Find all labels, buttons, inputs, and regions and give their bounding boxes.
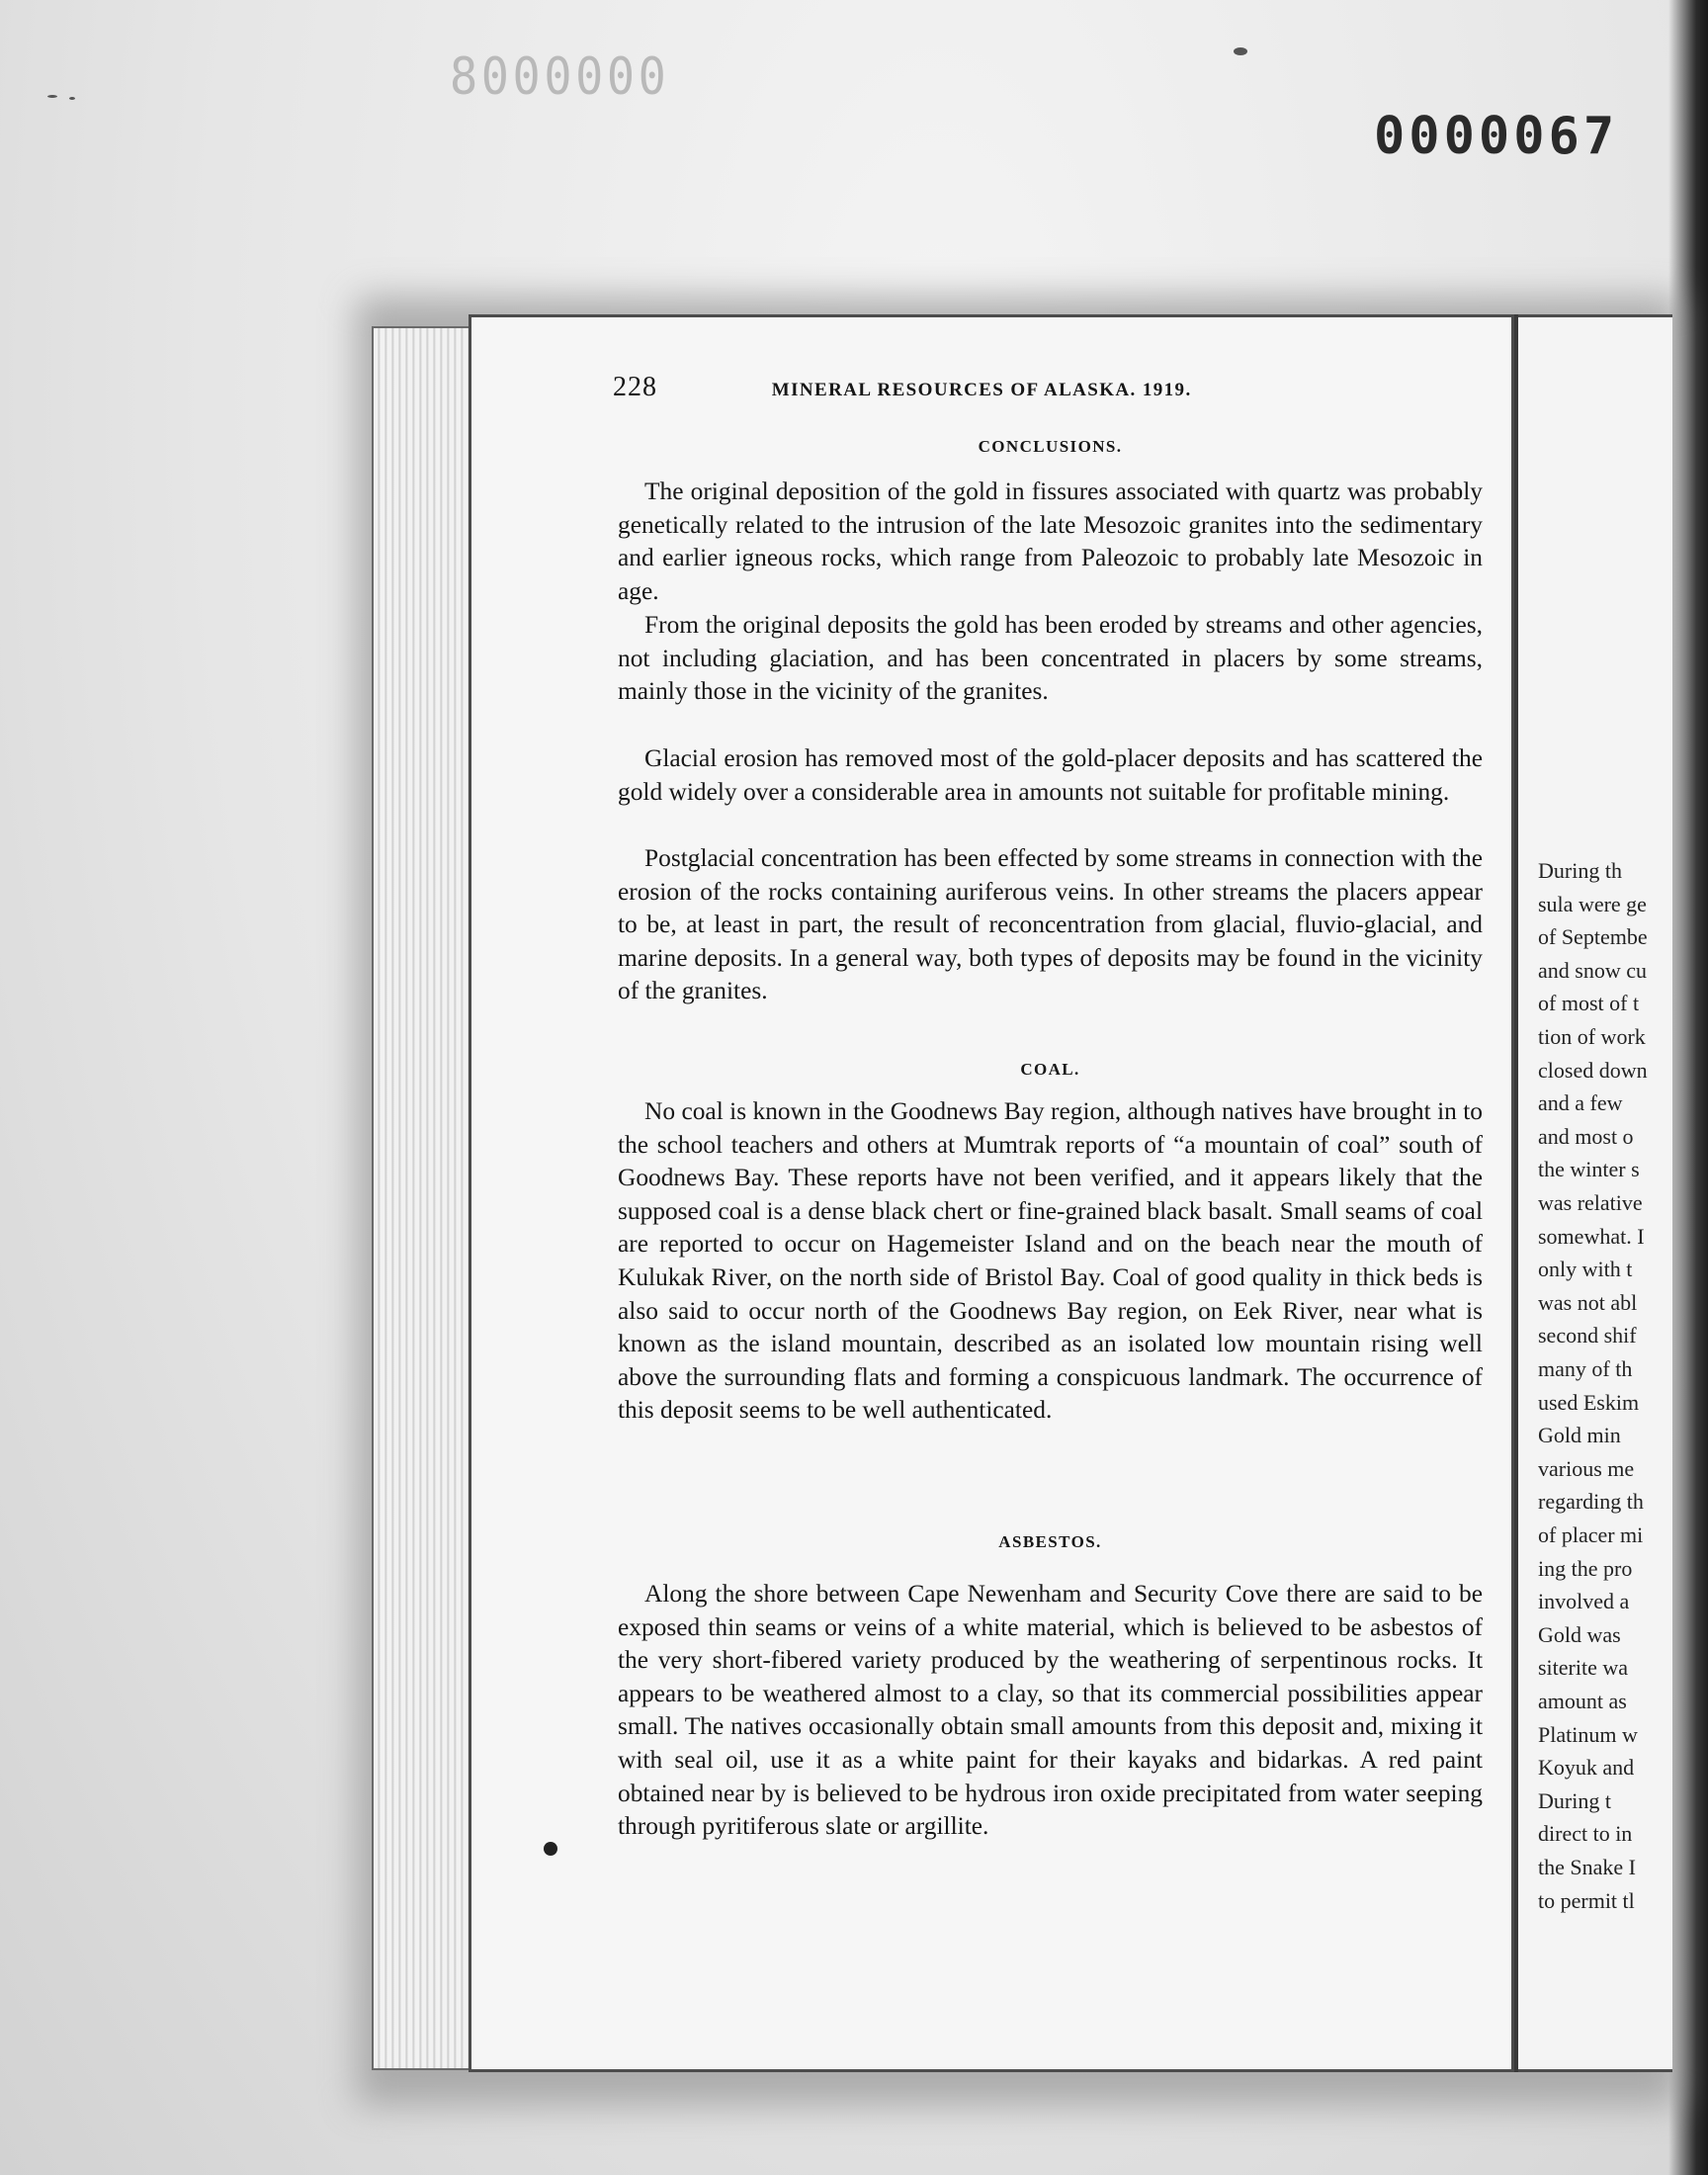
paragraph: No coal is known in the Goodnews Bay region, although natives have brought in to the school teachers and others at Mumtrak reports of “a mountain of coal” south of Goodnews Bay. These reports have not been verified, and it appears likely that the supposed coal is a dense black chert or fine-grained black basalt. Small seams of coal are reported to occur on Hagemeister Island and on the beach near the mouth of Kulukak River, on the north side of Bristol Bay. Coal of good quality in thick beds is also said to occur north of the Goodnews Bay region, on Eek River, near what is known as the island mountain, described as an isolated low mountain rising well above the surrounding flats and forming a conspicuous landmark. The occurrence of this deposit seems to be well authenticated. [618,1097,1483,1425]
adjacent-page-line: of most of t [1538,991,1640,1016]
adjacent-page-line: Koyuk and [1538,1755,1635,1781]
margin-ink-spot [544,1842,557,1856]
adjacent-page-line: various me [1538,1455,1635,1481]
section-heading-asbestos: ASBESTOS. [998,1532,1102,1551]
adjacent-page-line: During th [1538,858,1622,883]
adjacent-page-line: only with t [1538,1257,1633,1282]
scan-speck [1234,47,1247,55]
scan-speck [69,97,75,100]
section-heading-coal: COAL. [1020,1060,1080,1079]
adjacent-page-line: and snow cu [1538,957,1647,983]
adjacent-page-line: Platinum w [1538,1721,1638,1747]
adjacent-page-line: During t [1538,1787,1611,1813]
paragraph: The original deposition of the gold in fissures associated with quartz was probably genetically related to the intrusion of the late Mesozoic granites into the sedimentary and earlier igneous rocks, which range from Paleozoic to probably late Mesozoic in age. [618,478,1483,605]
scan-speck [47,95,57,98]
adjacent-page-line: involved a [1538,1589,1630,1614]
adjacent-page-line: many of th [1538,1356,1633,1381]
running-head [613,372,1305,403]
section-heading-conclusions: CONCLUSIONS. [978,437,1123,456]
adjacent-page-line: was relative [1538,1190,1643,1215]
adjacent-page-line: and most o [1538,1123,1634,1149]
adjacent-page-line: used Eskim [1538,1389,1640,1415]
adjacent-page-line: regarding th [1538,1489,1644,1515]
document-number-stamp: 0000067 [1374,107,1619,166]
adjacent-page-line: was not abl [1538,1289,1638,1315]
running-title: MINERAL RESOURCES OF ALASKA. 1919. [771,380,1192,400]
faded-document-number-stamp: 8000000 [450,47,670,107]
page-edges [372,326,484,2070]
adjacent-page-line: somewhat. I [1538,1223,1645,1249]
page-number: 228 [613,372,657,402]
paragraph: From the original deposits the gold has been eroded by streams and other agencies, not including glaciation, and has been concentrated in placers by some streams, mainly those in the vicinity of the granites. [618,611,1483,706]
paragraph: Postglacial concentration has been effected by some streams in connection with the erosion of the rocks containing auriferous veins. In other streams the placers appear to be, at least in part, the result of reconcentration from glacial, fluvio-glacial, and marine deposits. In a general way, both types of deposits may be found in the vicinity of the granites. [618,844,1483,1005]
adjacent-page-line: tion of work [1538,1024,1646,1049]
adjacent-page-line: siterite wa [1538,1655,1629,1681]
adjacent-page-line: to permit tl [1538,1887,1635,1913]
adjacent-page-line: ing the pro [1538,1555,1633,1581]
adjacent-page-line: of Septembe [1538,924,1648,950]
adjacent-page-line: Gold was [1538,1621,1621,1647]
adjacent-page-line: the winter s [1538,1157,1640,1182]
adjacent-page-line: and a few [1538,1090,1623,1116]
adjacent-page-line: sula were ge [1538,891,1647,916]
adjacent-page-line: the Snake I [1538,1855,1636,1879]
adjacent-page-line: direct to in [1538,1821,1633,1847]
paragraph: Along the shore between Cape Newenham and Security Cove there are said to be exposed thin seams or veins of a white material, which is believed to be asbestos of the very short-fibered variety produced by the weathering of serpentinous rocks. It appears to be weathered almost to a clay, so that its commercial possibilities appear small. The natives occasionally obtain small amounts from this deposit and, mixing it with seal oil, use it as a white paint for their kayaks and bidarkas. A red paint obtained near by is believed to be hydrous iron oxide precipitated from water seeping through pyritiferous slate or argillite. [618,1580,1483,1841]
adjacent-page-line: of placer mi [1538,1522,1644,1547]
adjacent-page-line: Gold min [1538,1423,1621,1448]
adjacent-page-fragment [1518,314,1672,2072]
paragraph: Glacial erosion has removed most of the gold-placer deposits and has scattered the gold widely over a considerable area in amounts not suitable for profitable mining. [618,744,1483,806]
adjacent-page-line: amount as [1538,1689,1627,1713]
adjacent-page-line: closed down [1538,1057,1648,1083]
adjacent-page-line: second shif [1538,1323,1637,1348]
